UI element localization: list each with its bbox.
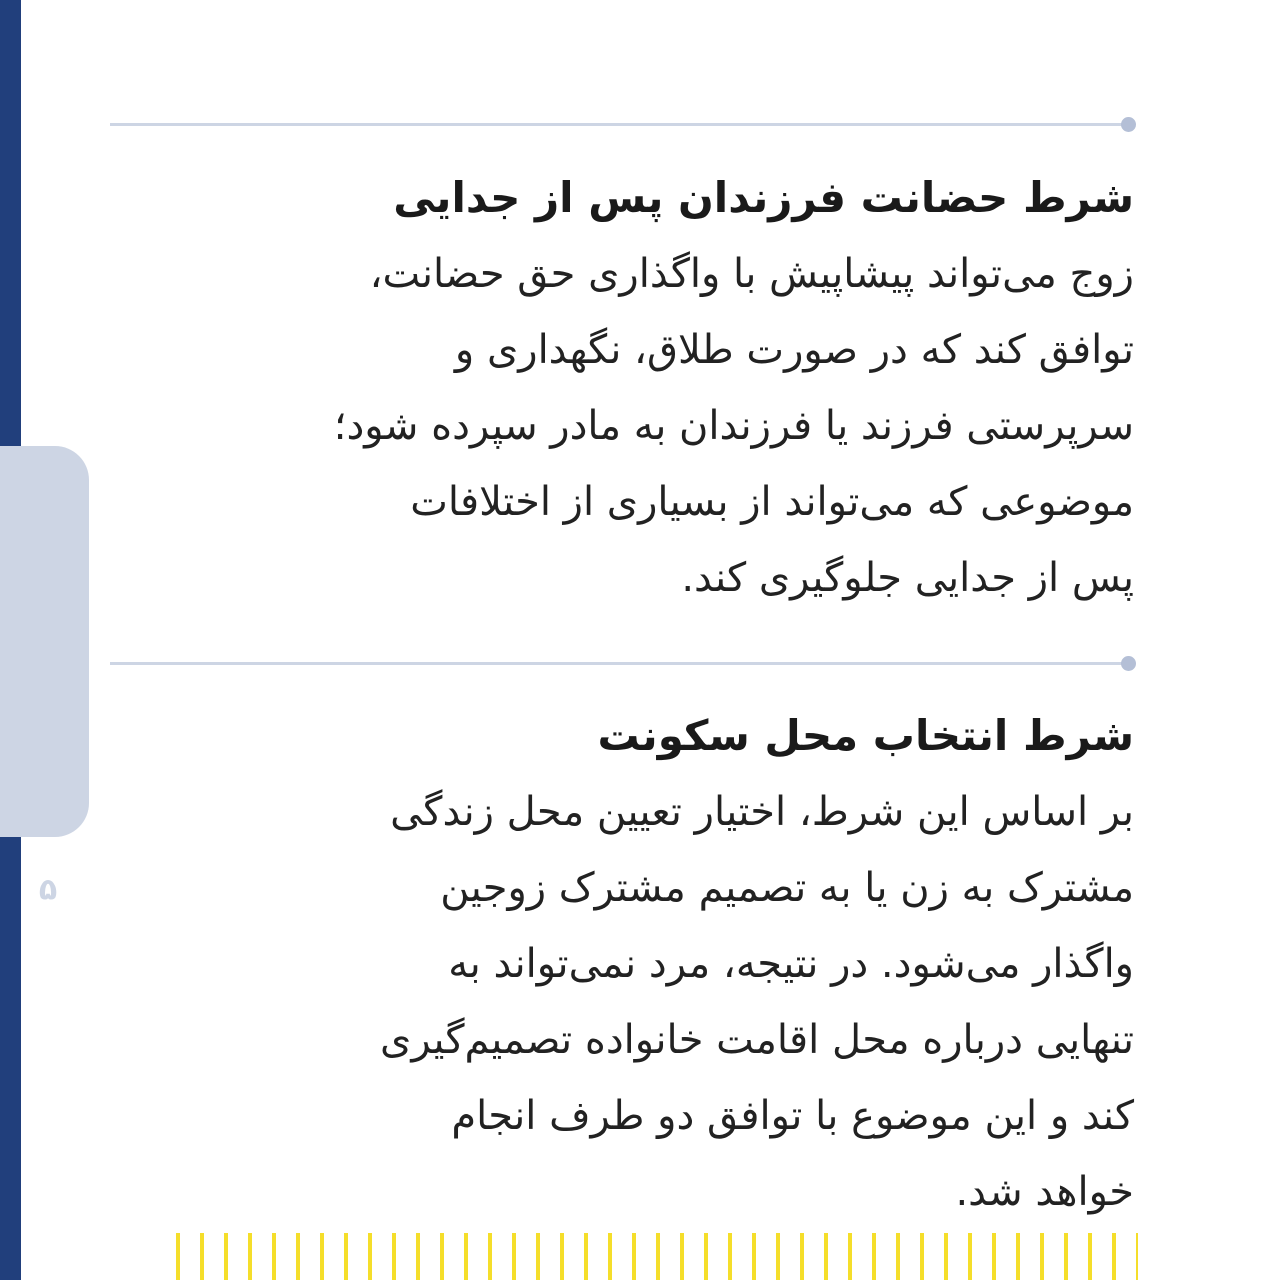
body-line: موضوعی که می‌تواند از بسیاری از اختلافات xyxy=(410,479,1134,525)
section-title: شرط انتخاب محل سکونت xyxy=(597,711,1134,760)
body-line: مشترک به زن یا به تصمیم مشترک زوجین xyxy=(440,865,1134,911)
body-line: توافق کند که در صورت طلاق، نگهداری و xyxy=(454,327,1134,373)
section-residence xyxy=(120,698,1134,1230)
body-line: واگذار می‌شود. در نتیجه، مرد نمی‌تواند به xyxy=(448,941,1134,987)
body-line: تنهایی درباره محل اقامت خانواده تصمیم‌گیری xyxy=(380,1017,1134,1063)
divider-middle xyxy=(110,662,1128,665)
section-body xyxy=(120,236,1134,616)
side-brand-tab xyxy=(0,446,89,1252)
section-body xyxy=(120,774,1134,1230)
body-line: خواهد شد. xyxy=(955,1169,1134,1215)
body-line: سرپرستی فرزند یا فرزندان به مادر سپرده شود؛ xyxy=(333,403,1134,449)
body-line: کند و این موضوع با توافق دو طرف انجام xyxy=(451,1093,1134,1139)
divider-dot xyxy=(1121,117,1136,132)
divider-top xyxy=(110,123,1128,126)
section-custody xyxy=(120,160,1134,616)
decorative-stripes xyxy=(176,1233,1138,1280)
body-line: زوج می‌تواند پیشاپیش با واگذاری حق حضانت، xyxy=(369,251,1134,297)
brand-watermark: dadban.info xyxy=(28,922,68,1252)
body-line: پس از جدایی جلوگیری کند. xyxy=(681,555,1134,601)
divider-dot xyxy=(1121,656,1136,671)
body-line: بر اساس این شرط، اختیار تعیین محل زندگی xyxy=(390,789,1134,835)
page-number: ۵ xyxy=(38,872,58,908)
section-title: شرط حضانت فرزندان پس از جدایی xyxy=(393,173,1134,222)
